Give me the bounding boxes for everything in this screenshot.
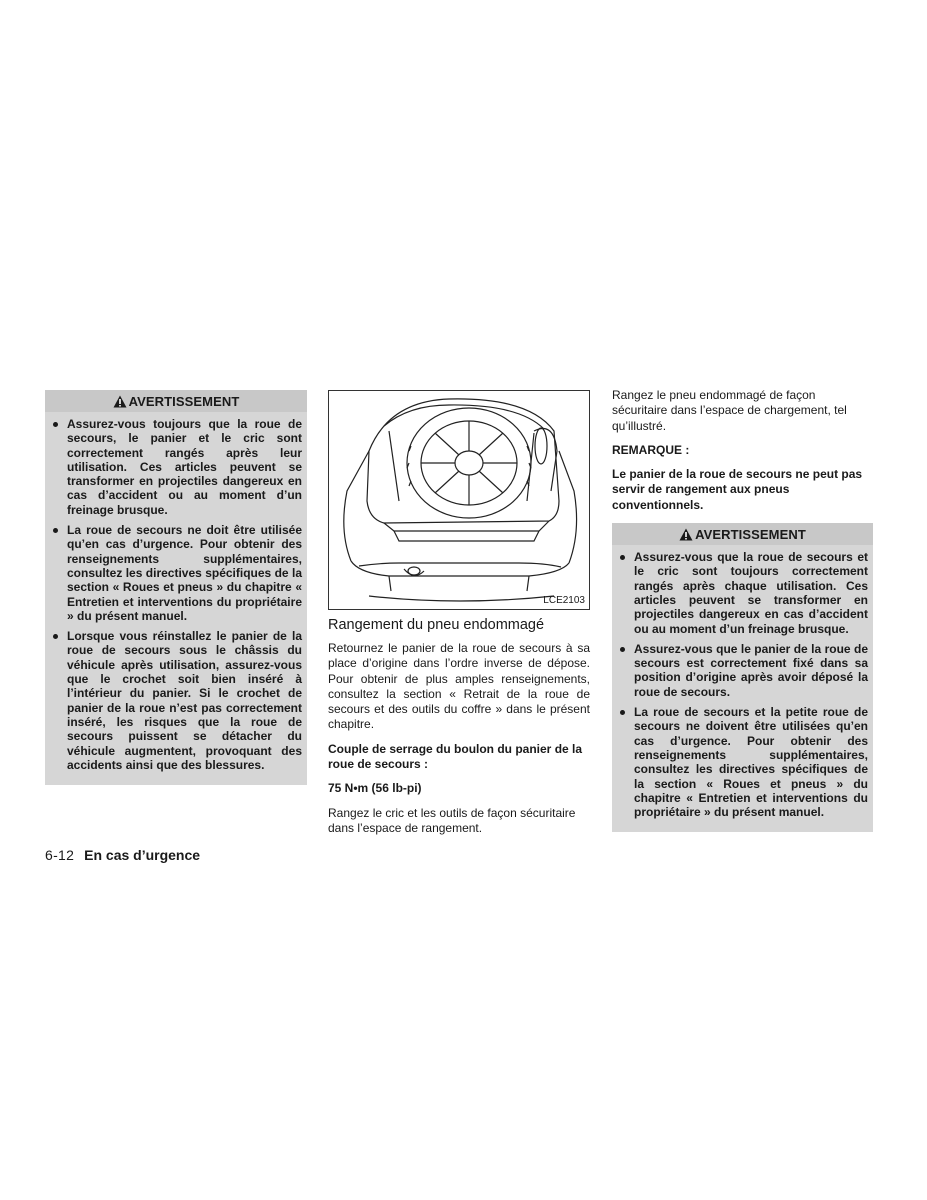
warning-list-2 (612, 545, 873, 819)
car-trunk-spare-tire-illustration (329, 391, 589, 609)
right-column (612, 388, 873, 832)
bullet-icon (620, 647, 625, 652)
paragraph-store-tire: Rangez le pneu endommagé de façon sécuritaire dans l’espace de chargement, tel qu’illustré. (612, 388, 847, 433)
chapter-title: En cas d’urgence (84, 847, 201, 863)
note-heading: REMARQUE : (612, 442, 690, 457)
warning-text: Assurez-vous que le panier de la roue de secours est correctement fixé dans sa position d’origine après avoir déposé la roue de secours. (634, 641, 868, 699)
middle-column (328, 390, 590, 845)
note-text: Le panier de la roue de secours ne peut pas servir de rangement aux pneus conventionnels. (612, 467, 863, 512)
warning-header-1 (45, 390, 307, 412)
warning-text: Assurez-vous que la roue de secours et le cric sont toujours correctement rangés après chaque utilisation. Ces articles peuvent se transformer en projectiles dangereux en cas d’accident ou au moment d’un freinage brusque. (634, 550, 868, 636)
bullet-icon (620, 710, 625, 715)
figure-label: LCE2103 (543, 595, 585, 606)
torque-heading: Couple de serrage du boulon du panier de la roue de secours : (328, 741, 583, 772)
warning-text: La roue de secours ne doit être utilisée qu’en cas d’urgence. Pour obtenir des renseignements supplémentaires, consultez les directives spécifiques de la section « Roues et pneus » du chapitre « Entretien et interventions du propriétaire » du présent manuel. (67, 523, 302, 623)
warning-title-2: AVERTISSEMENT (695, 527, 806, 543)
list-item (50, 417, 302, 517)
warning-title-1: AVERTISSEMENT (128, 394, 240, 409)
list-item (617, 642, 868, 699)
page-footer (45, 847, 200, 863)
warning-box-2 (612, 523, 873, 832)
bullet-icon (53, 634, 58, 639)
warning-triangle-icon (679, 528, 693, 541)
warning-box-1 (45, 390, 307, 785)
warning-text: La roue de secours et la petite roue de secours ne doivent être utilisées qu’en cas d’urgence. Pour obtenir des renseignements supplémentaires, consultez les directives spécifiques de la section « Roues et pneus » du chapitre « Entretien et interventions du propriétaire » du présent manuel. (634, 705, 868, 820)
warning-list-1 (45, 412, 307, 772)
paragraph-store-jack: Rangez le cric et les outils de façon sécuritaire dans l’espace de rangement. (328, 805, 576, 835)
bullet-icon (53, 528, 58, 533)
warning-triangle-icon (113, 395, 127, 408)
section-title: Rangement du pneu endommagé (328, 617, 545, 633)
list-item (50, 523, 302, 623)
warning-text: Assurez-vous toujours que la roue de secours, le panier et le cric sont correctement rangés après leur utilisation. Ces articles peuvent se transformer en projectiles dangereux en cas d’accident ou au moment d’un freinage brusque. (67, 417, 302, 517)
paragraph-return-basket: Retournez le panier de la roue de secours à sa place d’origine dans l’ordre inverse de dépose. Pour obtenir de plus amples renseignements, consultez la section « Retrait de la roue de secours et des outils du coffre » dans le présent chapitre. (328, 641, 590, 732)
illustration-figure (328, 390, 590, 610)
list-item (617, 550, 868, 636)
bullet-icon (53, 422, 58, 427)
torque-value: 75 N•m (56 lb-pi) (328, 781, 422, 796)
list-item (50, 629, 302, 772)
page-number: 6-12 (45, 847, 75, 863)
warning-text: Lorsque vous réinstallez le panier de la roue de secours sous le châssis du véhicule après utilisation, assurez-vous que le crochet soit bien inséré à l’intérieur du panier. Si le crochet de panier de la roue n’est pas correctement inséré, les risques que la roue de secours puissent se détacher du véhicule augmentent, provoquant des accidents ainsi que des blessures. (67, 629, 302, 772)
left-column (45, 390, 307, 785)
warning-header-2 (612, 523, 873, 545)
list-item (617, 705, 868, 819)
bullet-icon (620, 555, 625, 560)
